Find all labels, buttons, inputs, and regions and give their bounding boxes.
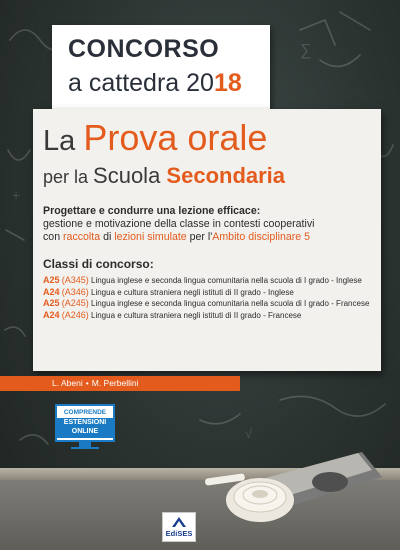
desc-di: di xyxy=(100,231,115,243)
svg-text:+: + xyxy=(12,187,21,203)
classi-old-code: (A246) xyxy=(61,309,89,320)
title-prova-orale: Prova orale xyxy=(83,117,268,158)
classi-old-code: (A245) xyxy=(61,298,89,309)
classi-text: Lingua e cultura straniera negli istituti di II grado - Inglese xyxy=(88,287,294,297)
banner-cattedra-text: a cattedra 20 xyxy=(68,69,214,97)
desc-con: con xyxy=(43,231,64,243)
title-secondaria: Secondaria xyxy=(166,163,286,188)
svg-text:∑: ∑ xyxy=(300,42,312,59)
desc-lezioni-simulate: lezioni simulate xyxy=(114,231,187,243)
banner-concorso: CONCORSO xyxy=(68,35,220,63)
publisher-name: EdiSES xyxy=(165,529,193,538)
chalk-roll-icon xyxy=(226,478,294,522)
title-scuola: Scuola xyxy=(93,163,167,188)
title-la: La xyxy=(43,125,84,157)
description-line-2: gestione e motivazione della classe in contesti cooperativi xyxy=(43,218,315,230)
classi-old-code-value: A346 xyxy=(64,286,86,297)
desc-per: per l' xyxy=(186,231,213,243)
classi-text: Lingua inglese e seconda lingua comunitaria nella scuola di I grado - Inglese xyxy=(88,276,362,285)
classi-code: A25 xyxy=(43,275,60,285)
publisher-logo-icon xyxy=(171,516,187,528)
classi-code: A25 xyxy=(43,298,60,309)
svg-text:√: √ xyxy=(245,426,253,441)
classi-code: A24 xyxy=(43,286,60,297)
publisher-logo xyxy=(162,512,196,542)
badge-estensioni: ESTENSIONI xyxy=(63,419,107,426)
classi-code: A24 xyxy=(43,309,60,320)
classi-title: Classi di concorso: xyxy=(43,257,154,271)
author-1: L. Abeni xyxy=(52,378,83,388)
classi-old-code: (A346) xyxy=(61,286,89,297)
classi-text: Lingua e cultura straniera negli istituti di II grado - Francese xyxy=(88,310,302,320)
classi-text: Lingua inglese e seconda lingua comunitaria nella scuola di I grado - Francese xyxy=(88,299,370,309)
badge-online: ONLINE xyxy=(71,428,99,435)
author-2: M. Perbellini xyxy=(91,378,139,388)
classi-old-code-value: A345 xyxy=(64,275,86,285)
classi-old-code: (A345) xyxy=(61,275,89,285)
classi-old-code-value: A246 xyxy=(64,309,86,320)
description-lead: Progettare e condurre una lezione efficace: xyxy=(43,205,261,217)
desc-raccolta: raccolta xyxy=(63,231,101,243)
badge-comprende: COMPRENDE xyxy=(63,409,107,416)
classi-old-code-value: A245 xyxy=(64,298,86,309)
author-separator: • xyxy=(85,378,89,388)
desc-ambito: Ambito disciplinare 5 xyxy=(212,231,311,243)
title-per-la: per la xyxy=(43,167,94,187)
banner-year-highlight: 18 xyxy=(213,69,242,97)
